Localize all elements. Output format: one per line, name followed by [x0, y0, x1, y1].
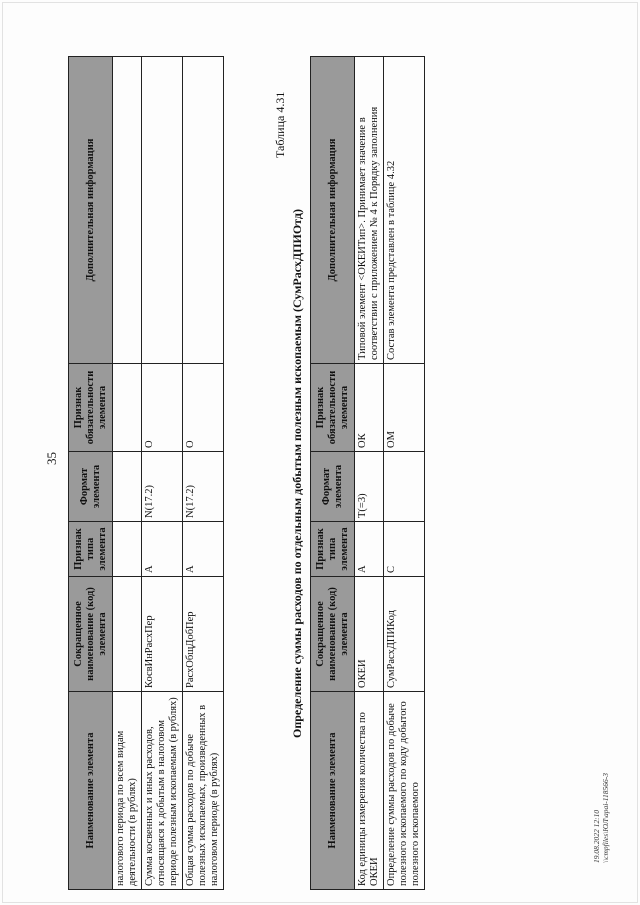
table-header-row: [69, 57, 113, 890]
footer-path: \\cmpfiles\ЮЛ\apai-118566-3: [601, 773, 610, 863]
footer-date: 19.08.2022 12:10: [592, 809, 601, 863]
table-row: [183, 57, 224, 890]
header-code: Сокращенное наименование (код) элемента: [69, 577, 113, 692]
cell-required: [113, 364, 142, 452]
table-row: [113, 57, 142, 890]
cell-name: налогового периода по всем видам деятельности (в рублях): [113, 692, 142, 890]
cell-info: [142, 57, 183, 364]
cell-required: ОМ: [384, 364, 425, 452]
cell-type: А: [183, 522, 224, 577]
cell-type: [113, 522, 142, 577]
header-format: Формат элемента: [69, 452, 113, 522]
cell-name: Определение суммы расходов по добыче полезного ископаемого по коду добытого полезного ископаемого: [384, 692, 425, 890]
cell-format: N(17.2): [183, 452, 224, 522]
cell-format: T(=3): [355, 452, 384, 522]
table-row: [355, 57, 384, 890]
cell-info: Типовой элемент <ОКЕИТип>. Принимает значение в соответствии с приложением № 4 к Порядку заполнения: [355, 57, 384, 364]
cell-format: [113, 452, 142, 522]
cell-required: О: [142, 364, 183, 452]
cell-required: ОК: [355, 364, 384, 452]
cell-code: [113, 577, 142, 692]
table-header-row: [311, 57, 355, 890]
cell-format: N(17.2): [142, 452, 183, 522]
page-number: 35: [44, 452, 59, 465]
header-info: Дополнительная информация: [69, 57, 113, 364]
cell-format: [384, 452, 425, 522]
cell-code: СумРасхДПИКод: [384, 577, 425, 692]
table-row: [384, 57, 425, 890]
header-required: Признак обязательности элемента: [311, 364, 355, 452]
cell-required: О: [183, 364, 224, 452]
print-footer: [592, 773, 610, 863]
header-type: Признак типа элемента: [69, 522, 113, 577]
cell-code: ОКЕИ: [355, 577, 384, 692]
header-type: Признак типа элемента: [311, 522, 355, 577]
cell-info: [113, 57, 142, 364]
header-info: Дополнительная информация: [311, 57, 355, 364]
cell-info: Состав элемента представлен в таблице 4.32: [384, 57, 425, 364]
header-format: Формат элемента: [311, 452, 355, 522]
cell-info: [183, 57, 224, 364]
cell-type: А: [355, 522, 384, 577]
cell-code: КосвИнРасхПер: [142, 577, 183, 692]
cell-type: А: [142, 522, 183, 577]
header-name: Наименование элемента: [69, 692, 113, 890]
cell-type: С: [384, 522, 425, 577]
header-name: Наименование элемента: [311, 692, 355, 890]
cell-name: Код единицы измерения количества по ОКЕИ: [355, 692, 384, 890]
elements-table-431: [310, 56, 425, 890]
cell-name: Сумма косвенных и иных расходов, относящаяся к добытым в налоговом периоде полезным ископаемым (в рублях): [142, 692, 183, 890]
table-number: Таблица 4.31: [273, 91, 287, 158]
header-required: Признак обязательности элемента: [69, 364, 113, 452]
cell-name: Общая сумма расходов по добыче полезных ископаемых, произведенных в налоговом периоде (в рублях): [183, 692, 224, 890]
table-row: [142, 57, 183, 890]
cell-code: РасхОбщДобПер: [183, 577, 224, 692]
table-caption: Определение суммы расходов по отдельным добытым полезным ископаемым (СумРасхДПИОтд): [290, 209, 304, 739]
elements-table-continued: [68, 56, 224, 890]
header-code: Сокращенное наименование (код) элемента: [311, 577, 355, 692]
